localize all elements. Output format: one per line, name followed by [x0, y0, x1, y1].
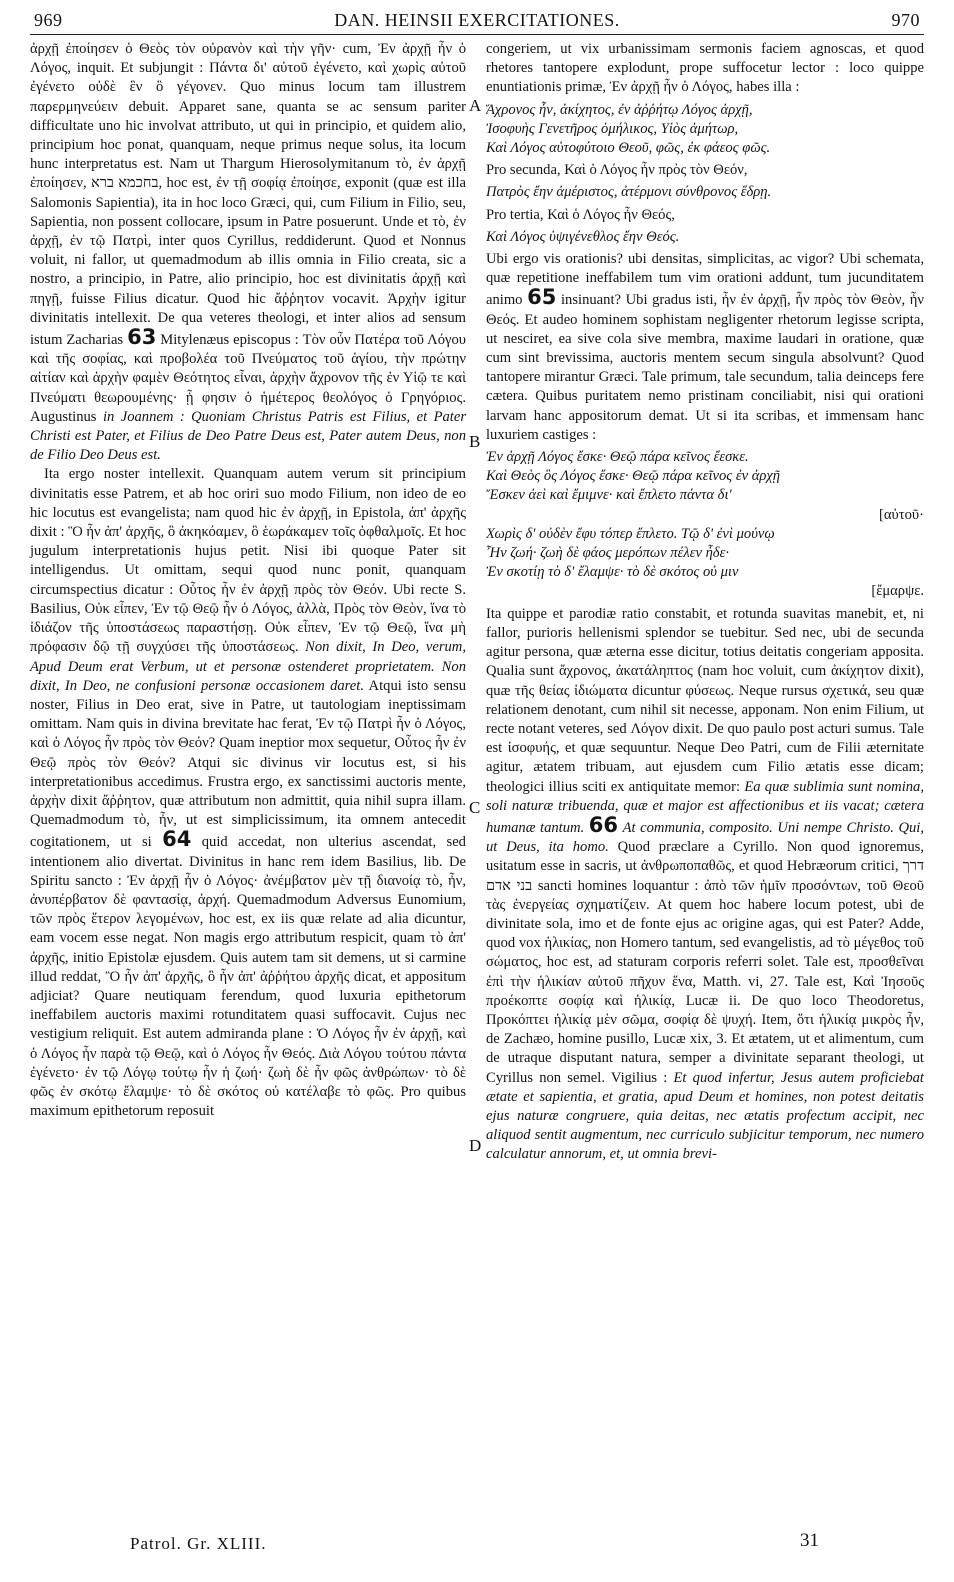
margin-letter-a: A [469, 96, 482, 115]
paragraph [30, 40, 466, 465]
page-number-left: 969 [34, 10, 63, 30]
italic-run: Non dixit, In Deo, verum, Apud Deum erat Verbum, ut et personæ ostenderet proprietatem. Non dixit, In Deo, ne confusioni personæ occasionem daret. [30, 639, 466, 694]
text-run: Quod præclare a Cyrillo. Non quod ignoremus, usitatum esse in sacris, ut ἀνθρωποπαθῶς, et quod Hebræorum critici, דרך בני אדם sancti homines loquantur : ἀπὸ τῶν ἡμῖν προσόντων, τοῦ Θεοῦ τὰς ἐνεργείας σχηματίζειν. At quem hoc habere locum potest, ubi de divinitate sola, imo et de fonte ejus ac origine agas, qui est Pater? Adde, quod vox ἡλικίας, non Homero tantum, sed evangelistis, ad τὸ μέγεθος τοῦ σώματος, hoc est, ad staturam corporis referri solet. Tale est, προσθεῖναι ἐπὶ τὴν ἡλικίαν αὐτοῦ πῆχυν ἕνα, Matth. vi, 27. Tale est, Καὶ Ἰησοῦς προέκοπτε σοφίᾳ καὶ ἡλικίᾳ, Lucæ ii. De quo loco Theodoretus, Προκόπτει ἡλικίᾳ μὲν σῶμα, σοφίᾳ δὲ ψυχή. Item, ὅτι ἡλικίᾳ μικρὸς ἦν, de Zachæo, homine pusillo, Lucæ xix, 3. Et ætatem, ut et alimentum, cum de utraque disputant natura, semper a divinitate separant theologi, ut Cyrillus non semel. Vigilius : [486, 839, 924, 1086]
verse-line: Χωρὶς δ' οὐδὲν ἔφυ τόπερ ἔπλετο. Τῷ δ' ἐνὶ μούνῳ [486, 525, 775, 542]
italic-run: At communia, composito. Uni nempe Christo. Qui, ut Deus, ita homo. [486, 819, 925, 856]
verse-line: Ἦν ζωή· ζωὴ δὲ φάος μερόπων πέλεν ἦδε· [486, 545, 729, 562]
verse-block [486, 101, 924, 159]
verse-line: Ἐν ἀρχῇ Λόγος ἔσκε· Θεῷ πάρα κεῖνος ἔεσκε. [486, 449, 749, 466]
column-number-marker: 64 [162, 827, 192, 852]
column-number-marker: 65 [527, 285, 557, 310]
column-number-marker: 63 [127, 325, 157, 350]
text-run: Ita quippe et parodiæ ratio constabit, et rotunda suavitas manebit, et, ni fallor, purioris hellenismi splendor se tuebitur. Sed nec, ubi de secunda agitur persona, quæ æterna esse dicitur, totius deitatis congeriam apposita. Qualia sunt ἄχρονος, ἀκατάληπτος (nam hoc voluit, cum ἀκίχητον dixit), quæ τῆς θείας ἰδιώματα dicuntur φύσεως. Neque rursus σχετικά, seu quæ relationem denotant, cum nihil sit necesse, apponam. Non enim Filium, ut recte notant veteres, sed Λόγον dixit. De quo paulo post acturi sumus. Tale est ἰσοφυής, et quæ sequuntur. Neque Deo Patri, cum de Filii æternitate agitur, ætatem tribuam, aut ejusdem cum Filio ætatis esse dicam; theologici illius sciti ex antiquitate memor: [486, 605, 924, 795]
running-title: DAN. HEINSII EXERCITATIONES. [334, 10, 620, 30]
margin-letter-d: D [469, 1136, 482, 1155]
text-run: Atqui isto sensu noster, Filius in Deo erat, sive in Patre, ut tautologiam ineptissimam omittam. Nam quis in divina brevitate hac ferat, Ἐν τῷ Πατρὶ ἦν ὁ Λόγος, καὶ ὁ Λόγος ἦν πρὸς τὸν Θεόν? Quam ineptior mox sequetur, Οὗτος ἦν ἐν Θεῷ πρὸς τὸν Θεόν? Atqui sic divinus vir locutus est, si his interpretationibus accedimus. Frustra ergo, ex sanctissimi auctoris mente, ἀρχὴν dixit ἄῤῥητον, quæ attributum non admittit, quia nihil supra illam. Quemadmodum τὸ, ἦν, ut est simplicissimum, ita omnem antecedit cogitationem, ut si [30, 677, 467, 851]
verse-line: Πατρὸς ἔην ἀμέριστος, ἀτέρμονι σύνθρονος ἕδρῃ. [486, 184, 772, 201]
right-column [486, 40, 924, 1165]
verse-line: Ἔσκεν ἀεὶ καὶ ἔμιμνε· καὶ ἔπλετο πάντα δι' [486, 487, 732, 504]
paragraph: Pro tertia, Καὶ ὁ Λόγος ἦν Θεός, [486, 206, 675, 223]
verse-block [486, 228, 924, 247]
text-run: insinuant? Ubi gradus isti, ἦν ἐν ἀρχῇ, ἦν πρὸς τὸν Θεὸν, ἦν Θεός. Et audeo hominem sophistam negligenter rhetorum legisse scripta, ut nesciret, ea sive cola sive membra, maxime laudari in oratione, quæ cum sint brevissima, auctoris mentem secum singula absolvunt? Quod tantopere mirantur Græci. Tale primum, tale secundum, talia deinceps fere cætera. Quibus puritatem nemo pristinam conciliabit, nisi qui orationi larvam hanc appositorum demat. Ut si ita scribas, et immensam hanc luxuriem castiges : [486, 292, 924, 443]
text-run: quid accedat, non ulterius ascendat, sed intentionem alio divertat. Divinitus in hanc rem idem Basilius, lib. De Spiritu sancto : Ἐν ἀρχῇ ἦν ὁ Λόγος· ἀνέμβατον μὲν τῇ διανοίᾳ τὸ, ἦν, ἀνυπέρβατον δὲ φαντασίᾳ, ἀρχή. Quemadmodum Adversus Eunomium, τῶν πρὸς ἕτερον λεγομένων, hoc est, ex iis quæ relate ad alia dicuntur, eam vocem esse negat. Non magis ergo attributum respicit, quam τὸ ἀπ' ἀρχῆς, initio Epistolæ ejusdem. Quis autem tam sit demens, ut si carmine illud reddat, Ὃ ἦν ἀπ' ἀρχῆς, ὃ ἦν ἀπ' ἀῤῥήτου ἀρχῆς dicat, et appositum adjiciat? Quare neutiquam ferendum, quod luxuria epithetorum ineffabilem auctoris maximi rotunditatem quasi suffocavit. Cujus nec vestigium reliquit. Est autem admiranda plane : Ὁ Λόγος ἦν ἐν ἀρχῇ, καὶ ὁ Λόγος ἦν παρὰ τῷ Θεῷ, καὶ ὁ Λόγος ἦν Θεός. Διὰ Λόγου τούτου πάντα ἐγένετο· ἐν τῷ Λόγῳ τούτῳ ἦν ἡ ζωή· ζωὴ δὲ ἦν φῶς ἀνθρώπων· τὸ δὲ φῶς ἐν σκότῳ ἔλαμψε· τὸ δὲ σκότος οὐ κατέλαβε τὸ φῶς. Pro quibus maximum epithetorum reposuit [30, 834, 466, 1120]
footer-sheet-number: 31 [800, 1530, 819, 1551]
margin-letter-b: B [469, 432, 481, 451]
italic-run: Ea quæ sublimia sunt nomina, soli naturæ tribuenda, quæ et major est affectionibus et iis vacat; cætera humanæ tantum. [486, 778, 924, 836]
verse-continuation: [αὐτοῦ· [879, 506, 924, 523]
text-run: Ita ergo noster intellexit. Quanquam autem verum sit principium divinitatis esse Patrem, et ab hoc oriri suo modo Filium, non ideo de eo hic locutus est evangelista; nam quod hic ἐν ἀρχῇ, in Epistola, ἀπ' ἀρχῆς dixit : Ὃ ἦν ἀπ' ἀρχῆς, ὃ ἀκηκόαμεν, ὃ ἑωράκαμεν τοῖς ὀφθαλμοῖς. Et hoc jugulum interpretationis hujus petit. Nisi ibi quoque Pater sit intelligendus. Ut omittam, sequi quod nunc ponit, quanquam circumspectius dicatur : Οὗτος ἦν ἐν ἀρχῇ πρὸς τὸν Θεόν. Ubi recte S. Basilius, Οὐκ εἶπεν, Ἐν τῷ Θεῷ ἦν ὁ Λόγος, ἀλλὰ, Πρὸς τὸν Θεὸν, ἵνα τὸ ἰδιάζον τῆς ὑποστάσεως παραστήσῃ. Οὐκ εἶπεν, Ἐν τῷ Θεῷ, ἵνα μὴ πρόφασιν δῷ τῇ συγχύσει τῆς ὑποστάσεως. [30, 466, 466, 656]
text-run: Ubi ergo vis orationis? ubi densitas, simplicitas, ac vigor? Ubi schemata, quæ repetitione ineffabilem tum vim orationi addunt, tum jucunditatem animo [486, 251, 924, 309]
page-number-right: 970 [891, 10, 920, 30]
italic-run: Et quod infertur, Jesus autem proficiebat ætate et sapientia, et gratia, apud Deum et homines, non potest deitatis ejus naturæ congruere, quia deitas, nec ætatis profectum accipit, nec aliquod sentit augmentum, nec curriculo subjicitur temporum, nec numero calculatur annorum, et, ut omnia brevi- [486, 1069, 924, 1163]
verse-line: Ἰσοφυὴς Γενετῆρος ὁμήλικος, Υἱὸς ἀμήτωρ, [486, 120, 739, 137]
verse-line: Ἄχρονος ἦν, ἀκίχητος, ἐν ἀῤῥήτῳ Λόγος ἀρχῇ, [486, 101, 753, 118]
left-column [30, 40, 466, 1121]
italic-run: in Joannem : Quoniam Christus Patris est Filius, et Pater Christi est Pater, et Filius de Deo Patre Deus est, Pater autem Deus, non de Filio Deo Deus est. [30, 408, 466, 464]
paragraph [30, 465, 466, 1121]
margin-letter-c: C [469, 798, 481, 817]
verse-line: Καὶ Λόγος αὐτοφύτοιο Θεοῦ, φῶς, ἐκ φάεος φῶς. [486, 140, 771, 157]
verse-continuation: [ἔμαρψε. [871, 583, 924, 600]
paragraph [486, 250, 924, 445]
verse-line: Ἐν σκοτίῃ τὸ δ' ἔλαμψε· τὸ δὲ σκότος οὐ μιν [486, 564, 739, 581]
running-head [30, 8, 924, 35]
column-number-marker: 66 [588, 812, 619, 837]
paragraph [486, 605, 924, 1165]
text-run: ἀρχῇ ἐποίησεν ὁ Θεὸς τὸν οὐρανὸν καὶ τὴν γῆν· cum, Ἐν ἀρχῇ ἦν ὁ Λόγος, inquit. Et subjungit : Πάντα δι' αὐτοῦ ἐγένετο, καὶ χωρὶς αὐτοῦ ἐγένετο οὐδὲ ἓν ὃ γέγονεν. Quo minus locum tam illustrem παρερμηνεύειν debuit. Apparet sane, quanta se ac sensum pariter difficultate uno hic involvat attributo, ut qui in principio, et quidem alio, principium hoc ponat, quanquam, neque primus neque solus, ita locum hunc interpretatus est. Nam ut Thargum Hierosolymitanum τὸ, ἐν ἀρχῇ ἐποίησεν, בחכמא ברא, hoc est, ἐν τῇ σοφίᾳ ἐποίησε, exponit (quæ est illa Salomonis Sapientia), ita in hoc loco Græci, qui, cum Filium in Filio, seu, Sapientia, non possent collocare, ipsum in Patre posuerunt. Unde et τὸ, ἐν ἀρχῇ, ἐν τῷ Πατρὶ, inter quos Cyrillus, reddiderunt. Quod et Nonnus voluit, ni fallor, ut quemadmodum ab illis omnia in Filio creata, sic a nostro, a principio, in Patre, alio principio, hoc est divinitatis ἀρχῇ καὶ πηγῇ, fuisse Filius dicatur. Quod hic ἄῤῥητον vocavit. Ἀρχὴν igitur divinitatis intellexit. De qua veteres theologi, et inter alios ad sensum istum Zacharias [30, 41, 466, 349]
verse-line: Καὶ Θεὸς ὃς Λόγος ἔσκε· Θεῷ πάρα κεῖνος ἐν ἀρχῇ [486, 468, 781, 485]
verse-block [486, 448, 924, 602]
footer-signature: Patrol. Gr. XLIII. [130, 1534, 267, 1553]
verse-block [486, 183, 924, 202]
verse-line: Καὶ Λόγος ὑψιγένεθλος ἔην Θεός. [486, 228, 680, 245]
paragraph: Pro secunda, Καὶ ὁ Λόγος ἦν πρὸς τὸν Θεόν, [486, 162, 748, 179]
text-run: Mitylenæus episcopus : Τὸν οὖν Πατέρα τοῦ Λόγου καὶ τῆς σοφίας, καὶ προβολέα τοῦ Πνεύματος τοῦ ἁγίου, τὴν πρώτην αἰτίαν καὶ ἀρχὴν φαμὲν Θεότητος εἶναι, ἀρχὴν ἄχρονον τῆς ἐν Υἱῷ τε καὶ Πνεύματι θεωρουμένης· ᾗ φησιν ὁ ἡμέτερος θεολόγος ὁ Γρηγόριος. Augustinus [30, 332, 466, 425]
paragraph: congeriem, ut vix urbanissimam sermonis faciem agnoscas, et quod rhetores tantopere explodunt, prope suffocetur lector : loco quippe enuntiationis primæ, Ἐν ἀρχῇ ἦν ὁ Λόγος, habes illa : [486, 41, 924, 96]
